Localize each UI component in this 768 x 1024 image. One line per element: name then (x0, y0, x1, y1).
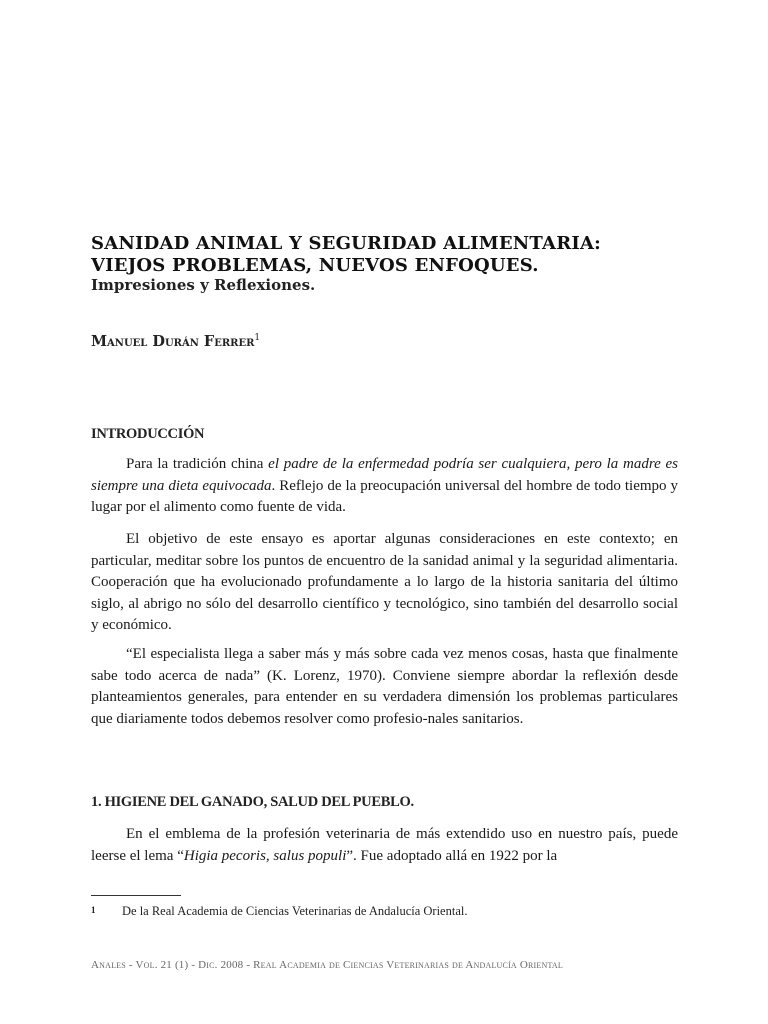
footnote-divider (91, 895, 181, 896)
article-subtitle: Impresiones y Reflexiones. (91, 276, 316, 294)
paragraph-4 (91, 824, 678, 867)
paragraph-1-end: . Reflejo de la preocupación universal del hombre de todo tiempo y lugar por el alimento como fuente de vida. (91, 477, 678, 515)
section-heading-1: 1. HIGIENE DEL GANADO, SALUD DEL PUEBLO. (91, 794, 414, 810)
author-footnote-mark: 1 (254, 333, 261, 343)
paragraph-1-italic: el padre de la enfermedad podría ser cualquiera, pero la madre es siempre una dieta equivocada (91, 456, 678, 494)
author-name: Manuel Durán Ferrer (91, 332, 255, 350)
paragraph-4-italic: Higia pecoris, salus populi (183, 847, 347, 864)
paragraph-1 (91, 454, 678, 519)
paragraph-4-end: ”. Fue adoptado allá en 1922 por la (346, 847, 558, 864)
footnote (91, 902, 467, 919)
paragraph-2: El objetivo de este ensayo es aportar algunas consideraciones en este contexto; en particular, meditar sobre los puntos de encuentro de la sanidad animal y la seguridad alimentaria. Cooperación que ha evolucionado profundamente a lo largo de la historia sanitaria del último siglo, al abrigo no sólo del desarrollo científico y tecnológico, sino también del desarrollo social y económico. (91, 531, 678, 633)
footnote-mark: 1 (91, 905, 96, 915)
author-line (91, 328, 260, 352)
section-heading-introduction: INTRODUCCIÓN (91, 426, 205, 442)
footnote-text: De la Real Academia de Ciencias Veterinarias de Andalucía Oriental. (122, 904, 468, 918)
article-title: SANIDAD ANIMAL Y SEGURIDAD ALIMENTARIA: VIEJOS PROBLEMAS, NUEVOS ENFOQUES. (91, 233, 601, 276)
paragraph-3: “El especialista llega a saber más y más sobre cada vez menos cosas, hasta que finalmente sabe todo acerca de nada” (K. Lorenz, 1970). Conviene siempre abordar la reflexión desde planteamientos generales, para entender en su verdadera dimensión los problemas particulares que diariamente todos debemos resolver como profesio-nales sanitarios. (91, 646, 678, 727)
running-footer: Anales - Vol. 21 (1) - Dic. 2008 - Real Academia de Ciencias Veterinarias de Andalucía Oriental (91, 959, 563, 971)
paragraph-1-start: Para la tradición china (126, 456, 269, 472)
paragraph-4-start: En el emblema de la profesión veterinaria de más extendido uso en nuestro país, puede leerse el lema “ (91, 826, 678, 864)
